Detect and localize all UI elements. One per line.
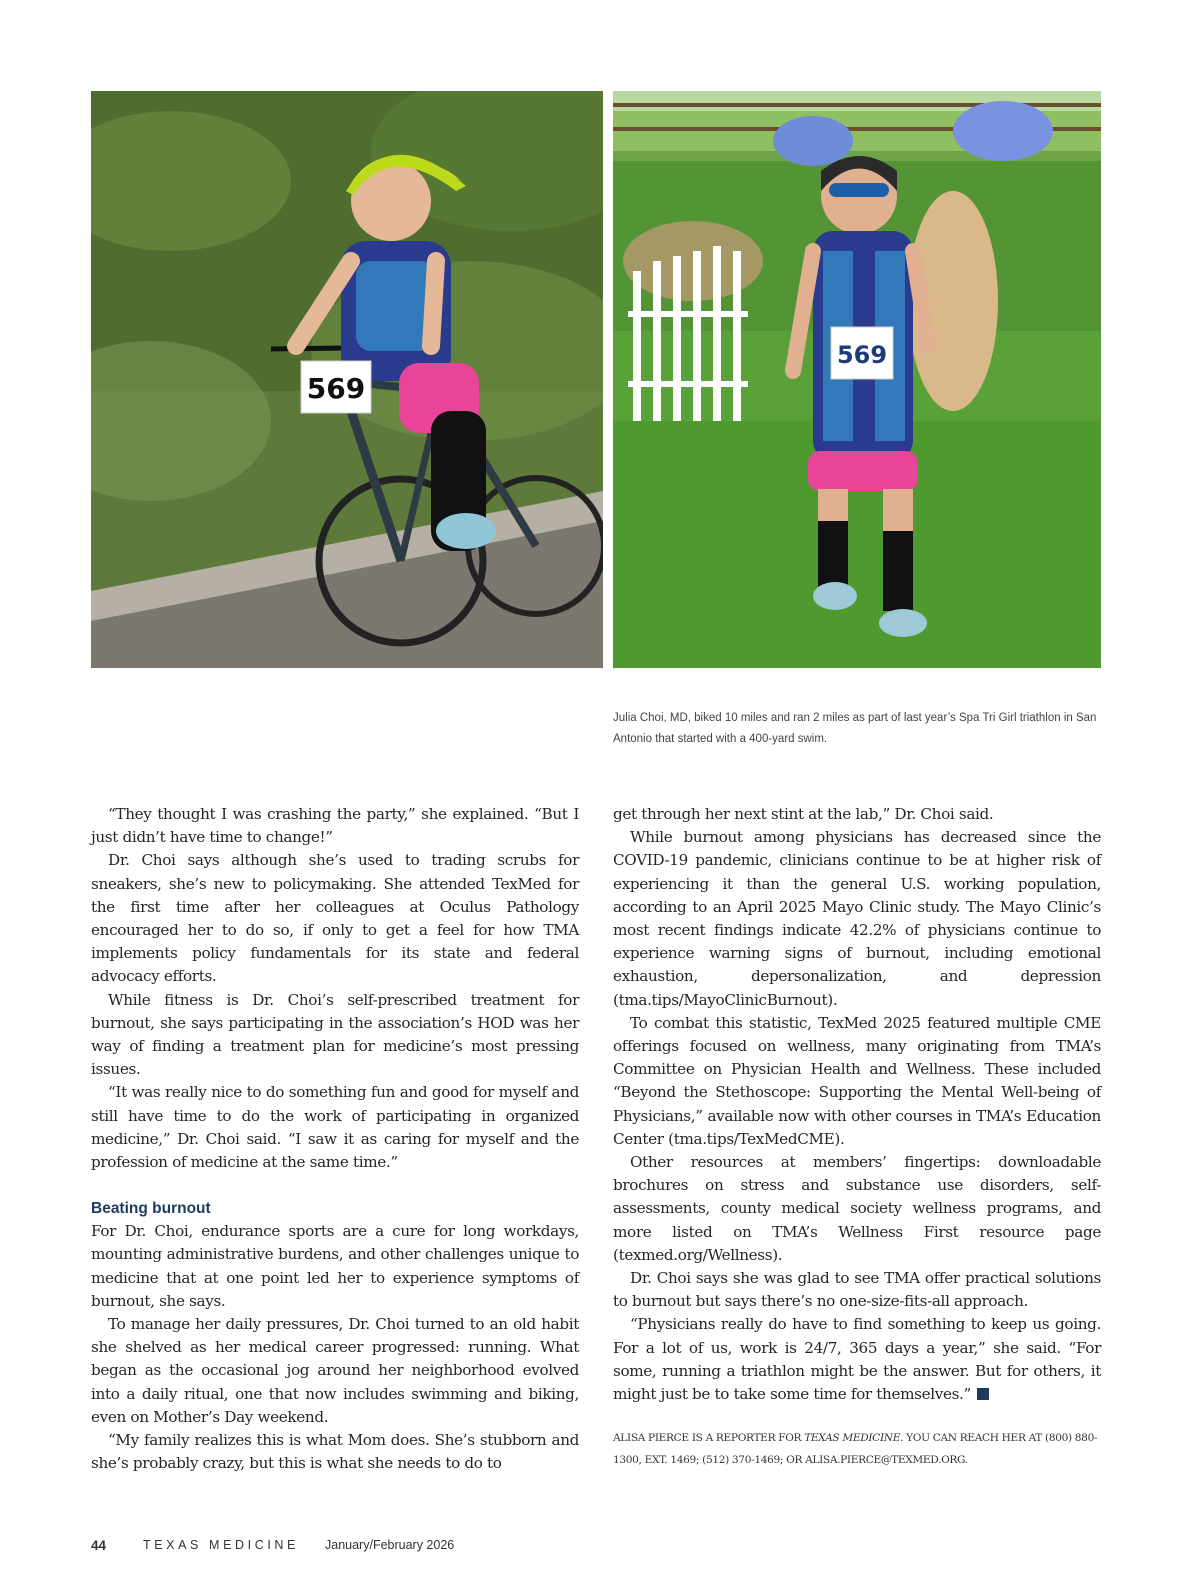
article-column-left bbox=[91, 803, 579, 1475]
paragraph: To combat this statistic, TexMed 2025 featured multiple CME offerings focused on wellness, many originating from TMA’s Committee on Physician Health and Wellness. These included “Beyond the Stethoscope: Supporting the Mental Well-being of Physicians,” available now with other courses in TMA’s Education Center (tma.tips/TexMedCME). bbox=[613, 1013, 1101, 1148]
paragraph: While fitness is Dr. Choi’s self-prescribed treatment for burnout, she says participating in the association’s HOD was her way of finding a treatment plan for medicine’s most pressing issues. bbox=[91, 990, 579, 1079]
bib-number-left: 569 bbox=[306, 372, 366, 405]
bio-prefix: ALISA PIERCE IS A REPORTER FOR bbox=[613, 1432, 805, 1445]
end-mark-icon bbox=[977, 1388, 989, 1400]
issue-date: January/February 2026 bbox=[325, 1538, 455, 1552]
paragraph: Dr. Choi says although she’s used to trading scrubs for sneakers, she’s new to policymaking. She attended TexMed for the first time after her colleagues at Oculus Pathology encouraged her to do so, if only to get a feel for how TMA implements policy fundamentals for its state and federal advocacy efforts. bbox=[91, 851, 579, 986]
paragraph: “My family realizes this is what Mom does. She’s stubborn and she’s probably crazy, but this is what she needs to do to bbox=[91, 1431, 579, 1473]
magazine-name: TEXAS MEDICINE bbox=[143, 1538, 299, 1552]
closing-text: “Physicians really do have to find something to keep us going. For a lot of us, work is 24/7, 365 days a year,” she said. “For some, running a triathlon might be the answer. But for others, it might just be to take some time for themselves.” bbox=[613, 1315, 1101, 1404]
paragraph: While burnout among physicians has decreased since the COVID-19 pandemic, clinicians continue to be at higher risk of experiencing it than the general U.S. working population, according to an April 2025 Mayo Clinic study. The Mayo Clinic’s most recent findings indicate 42.2% of physicians continue to experience warning signs of burnout, including emotional exhaustion, depersonalization, and depression (tma.tips/MayoClinicBurnout). bbox=[613, 828, 1101, 1009]
paragraph: “They thought I was crashing the party,” she explained. “But I just didn’t have time to change!” bbox=[91, 805, 579, 847]
article-column-right bbox=[613, 803, 1101, 1471]
photo-runner bbox=[613, 91, 1101, 668]
page-number: 44 bbox=[91, 1538, 107, 1553]
paragraph: Other resources at members’ fingertips: downloadable brochures on stress and substance use disorders, self-assessments, county medical society wellness programs, and more listed on TMA’s Wellness First resource page (texmed.org/Wellness). bbox=[613, 1153, 1101, 1264]
runner-illustration bbox=[613, 91, 1101, 668]
closing-paragraph bbox=[613, 1313, 1101, 1406]
bio-suffix: YOU CAN REACH HER AT (800) 880-1300, EXT. 1469; (512) 370-1469; OR ALISA.PIERCE@TEXMED.ORG. bbox=[613, 1432, 1098, 1467]
cyclist-illustration bbox=[91, 91, 603, 668]
section-heading: Beating burnout bbox=[91, 1200, 211, 1218]
paragraph: For Dr. Choi, endurance sports are a cure for long workdays, mounting administrative burdens, and other challenges unique to medicine that at one point led her to experience symptoms of burnout, she says. bbox=[91, 1222, 579, 1310]
bio-publication: TEXAS MEDICINE. bbox=[804, 1432, 904, 1445]
photo-cyclist bbox=[91, 91, 603, 668]
paragraph: get through her next stint at the lab,” Dr. Choi said. bbox=[613, 805, 994, 823]
author-bio bbox=[613, 1427, 1101, 1471]
photo-caption: Julia Choi, MD, biked 10 miles and ran 2 miles as part of last year’s Spa Tri Girl triathlon in San Antonio that started with a 400-yard swim. bbox=[613, 712, 1097, 745]
paragraph: “It was really nice to do something fun and good for myself and still have time to do the work of participating in organized medicine,” Dr. Choi said. “I saw it as caring for myself and the profession of medicine at the same time.” bbox=[91, 1083, 579, 1172]
bib-number-right: 569 bbox=[836, 341, 888, 369]
paragraph: Dr. Choi says she was glad to see TMA offer practical solutions to burnout but says there’s no one-size-fits-all approach. bbox=[613, 1269, 1101, 1311]
paragraph: To manage her daily pressures, Dr. Choi turned to an old habit she shelved as her medical career progressed: running. What began as the occasional jog around her neighborhood evolved into a daily ritual, one that now includes swimming and biking, even on Mother’s Day weekend. bbox=[91, 1315, 579, 1426]
